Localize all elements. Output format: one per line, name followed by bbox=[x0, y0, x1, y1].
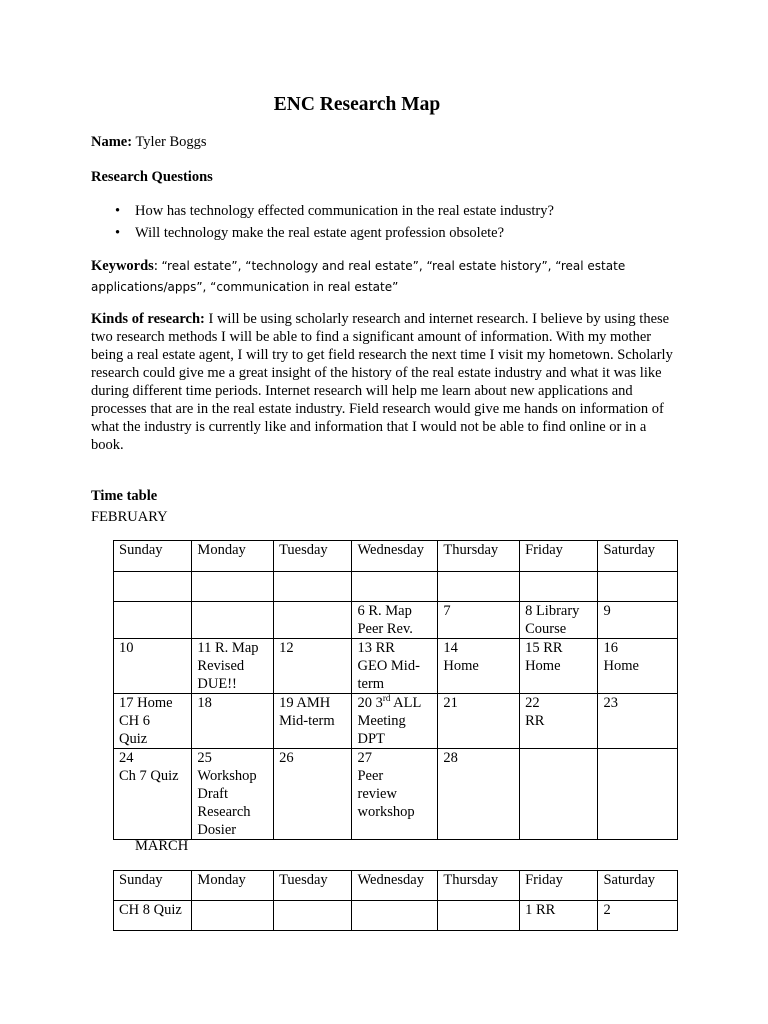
cell-day-number: 20 3 bbox=[357, 695, 383, 711]
day-header: Tuesday bbox=[274, 871, 352, 901]
list-item bbox=[91, 224, 554, 246]
calendar-cell: 10 bbox=[114, 639, 192, 694]
calendar-week-row bbox=[114, 694, 678, 749]
kinds-of-research-paragraph bbox=[91, 310, 679, 454]
day-header: Sunday bbox=[114, 541, 192, 572]
calendar-cell: 25 Workshop Draft Research Dosier bbox=[192, 749, 274, 840]
day-header: Saturday bbox=[598, 541, 678, 572]
calendar-cell bbox=[520, 572, 598, 602]
calendar-cell bbox=[438, 901, 520, 931]
calendar-cell: 27 Peer review workshop bbox=[352, 749, 438, 840]
calendar-cell: 13 RR GEO Mid- term bbox=[352, 639, 438, 694]
calendar-cell bbox=[192, 602, 274, 639]
keywords-label: Keywords bbox=[91, 258, 154, 274]
calendar-cell bbox=[598, 572, 678, 602]
kinds-text: I will be using scholarly research and internet research. I believe by using these two research methods I will be able to find a significant amount of information. With my mother being a real estate agent, I will try to get field research the next time I visit my hometown. Scholarly research could give me a great insight of the history of the real estate industry and what it was like during different time periods. Internet research will help me learn about new applications and processes that are in the real estate industry. Field research would give me hands on information of what the industry is currently like and information that I would not be able to find online or in a book. bbox=[91, 311, 673, 453]
day-header: Monday bbox=[192, 541, 274, 572]
calendar-week-row bbox=[114, 639, 678, 694]
calendar-cell bbox=[192, 901, 274, 931]
calendar-cell: 1 RR bbox=[520, 901, 598, 931]
calendar-cell: CH 8 Quiz bbox=[114, 901, 192, 931]
calendar-cell bbox=[352, 572, 438, 602]
calendar-cell: 24 Ch 7 Quiz bbox=[114, 749, 192, 840]
document-title: ENC Research Map bbox=[273, 94, 441, 115]
march-calendar bbox=[113, 870, 678, 931]
day-header: Tuesday bbox=[274, 541, 352, 572]
calendar-week-row bbox=[114, 749, 678, 840]
calendar-cell: 14 Home bbox=[438, 639, 520, 694]
calendar-cell: 18 bbox=[192, 694, 274, 749]
question-text: How has technology effected communication in the real estate industry? bbox=[135, 203, 554, 219]
keywords-value: “real estate”, “technology and real estate”, “real estate history”, “real estate applications/apps”, “communication in real estate” bbox=[91, 259, 626, 294]
day-header: Thursday bbox=[438, 541, 520, 572]
name-value: Tyler Boggs bbox=[135, 134, 207, 150]
calendar-cell: 23 bbox=[598, 694, 678, 749]
calendar-week-row bbox=[114, 602, 678, 639]
calendar-cell: 9 bbox=[598, 602, 678, 639]
march-label: MARCH bbox=[135, 838, 189, 854]
day-header: Wednesday bbox=[352, 541, 438, 572]
calendar-cell: 16 Home bbox=[598, 639, 678, 694]
calendar-cell bbox=[598, 749, 678, 840]
calendar-cell bbox=[520, 749, 598, 840]
calendar-cell: 6 R. Map Peer Rev. bbox=[352, 602, 438, 639]
calendar-header-row bbox=[114, 871, 678, 901]
day-header: Monday bbox=[192, 871, 274, 901]
calendar-cell: 15 RR Home bbox=[520, 639, 598, 694]
research-questions-heading: Research Questions bbox=[91, 169, 213, 185]
calendar-cell: 17 Home CH 6 Quiz bbox=[114, 694, 192, 749]
calendar-cell: 8 Library Course bbox=[520, 602, 598, 639]
research-questions-list bbox=[91, 202, 554, 246]
bullet-icon: • bbox=[115, 225, 121, 241]
calendar-cell: 21 bbox=[438, 694, 520, 749]
day-header: Friday bbox=[520, 871, 598, 901]
name-line bbox=[91, 133, 207, 151]
calendar-week-row bbox=[114, 572, 678, 602]
calendar-cell: 2 bbox=[598, 901, 678, 931]
calendar-cell: 22 RR bbox=[520, 694, 598, 749]
calendar-cell: 19 AMH Mid-term bbox=[274, 694, 352, 749]
day-header: Saturday bbox=[598, 871, 678, 901]
calendar-cell bbox=[274, 901, 352, 931]
calendar-cell bbox=[274, 572, 352, 602]
day-header: Friday bbox=[520, 541, 598, 572]
day-header: Thursday bbox=[438, 871, 520, 901]
february-label: FEBRUARY bbox=[91, 509, 168, 525]
calendar-cell bbox=[352, 901, 438, 931]
day-header: Wednesday bbox=[352, 871, 438, 901]
question-text: Will technology make the real estate agent profession obsolete? bbox=[135, 225, 505, 241]
calendar-cell-20 bbox=[352, 694, 438, 749]
calendar-cell bbox=[114, 602, 192, 639]
name-label: Name: bbox=[91, 134, 133, 150]
calendar-cell: 12 bbox=[274, 639, 352, 694]
kinds-label: Kinds of research: bbox=[91, 311, 205, 327]
ordinal-suffix: rd bbox=[382, 693, 391, 704]
keywords-paragraph: Keywords: “real estate”, “technology and real estate”, “real estate history”, “real estate applications/apps”, “communication in real estate” bbox=[91, 258, 626, 294]
calendar-cell: 7 bbox=[438, 602, 520, 639]
day-header: Sunday bbox=[114, 871, 192, 901]
calendar-header-row bbox=[114, 541, 678, 572]
february-calendar bbox=[113, 540, 678, 840]
calendar-cell: 26 bbox=[274, 749, 352, 840]
calendar-cell: 11 R. Map Revised DUE!! bbox=[192, 639, 274, 694]
calendar-cell bbox=[114, 572, 192, 602]
calendar-cell bbox=[274, 602, 352, 639]
calendar-cell: 28 bbox=[438, 749, 520, 840]
timetable-heading: Time table bbox=[91, 488, 158, 504]
calendar-cell bbox=[438, 572, 520, 602]
calendar-cell bbox=[192, 572, 274, 602]
list-item bbox=[91, 202, 554, 224]
calendar-week-row bbox=[114, 901, 678, 931]
bullet-icon: • bbox=[115, 203, 121, 219]
cell-event-text: ALL Meeting DPT bbox=[357, 695, 422, 747]
